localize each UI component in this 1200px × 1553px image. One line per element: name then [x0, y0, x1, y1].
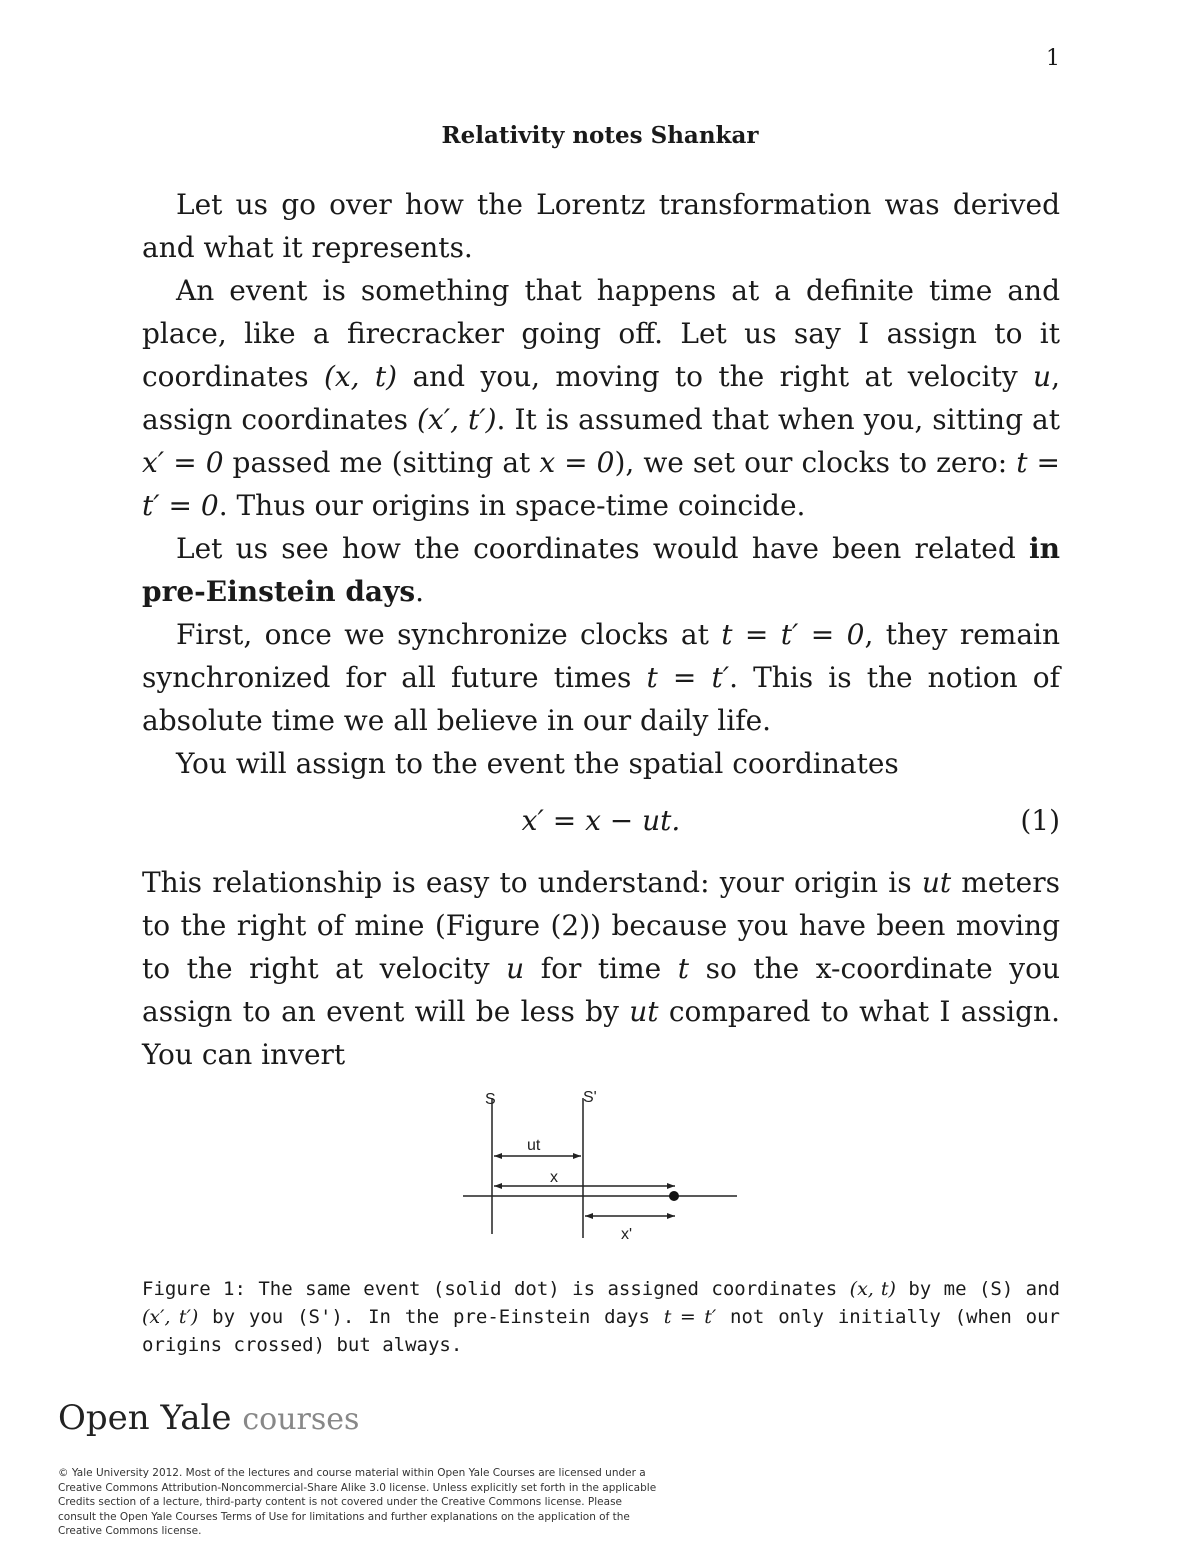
page-title: Relativity notes Shankar [441, 122, 759, 149]
open-yale-logo: Open Yale courses [58, 1398, 360, 1438]
math-t-zero: t = t′ = 0 [142, 446, 1060, 522]
figure-frames [455, 1082, 745, 1242]
math-xt: (x, t) [323, 360, 398, 393]
paragraph-3: Let us see how the coordinates would have been related in pre-Einstein days. [142, 532, 1060, 608]
page-number: 1 [1046, 46, 1060, 71]
paragraph-6: This relationship is easy to understand: your origin is ut meters to the right of mine (Figure (2)) because you have been moving to the right at velocity u for time t so the x-coordinate you assign to an event will be less by ut compared to what I assign. You can invert [142, 866, 1060, 1071]
label-ut: ut [527, 1137, 541, 1154]
math-xt-prime: (x′, t′) [417, 403, 497, 436]
label-s: S [485, 1091, 496, 1108]
paragraph-5: You will assign to the event the spatial coordinates [176, 747, 899, 780]
equation-1 [142, 785, 1060, 861]
label-x: x [550, 1169, 558, 1186]
paragraph-2: An event is something that happens at a definite time and place, like a firecracker going off. Let us say I assign to it coordinates (x, t) and you, moving to the right at velocity u, assign coordinates (x′, t′). It is assumed that when you, sitting at x′ = 0 passed me (sitting at x = 0), we set our clocks to zero: t = t′ = 0. Thus our origins in space-time coincide. [142, 274, 1060, 522]
bold-phrase: in pre-Einstein days [142, 532, 1060, 608]
figure-caption: Figure 1: The same event (solid dot) is assigned coordinates (x, t) by me (S) and (x′, t′) by you (S'). In the pre-Einstein days t = t′ not only initially (when our origins crossed) but always. [142, 1278, 1060, 1356]
math-xprime-zero: x′ = 0 [142, 446, 224, 479]
equation-number: (1) [1020, 804, 1060, 837]
body-text [142, 183, 1060, 1076]
label-s-prime: S' [583, 1089, 597, 1106]
equation-body: x′ = x − ut. [521, 804, 681, 837]
license-text: © Yale University 2012. Most of the lectures and course material within Open Yale Courses are licensed under a Creative Commons Attribution-Noncommercial-Share Alike 3.0 license. Unless explicitly set forth in the applicable Credits section of a lecture, third-party content is not covered under the Creative Commons license. Please consult the Open Yale Courses Terms of Use for limitations and further explanations on the application of the Creative Commons license. [58, 1467, 657, 1537]
math-x-zero: x = 0 [539, 446, 615, 479]
label-x-prime: x' [621, 1226, 633, 1242]
paragraph-1: Let us go over how the Lorentz transformation was derived and what it represents. [142, 188, 1060, 264]
paragraph-4: First, once we synchronize clocks at t = t′ = 0, they remain synchronized for all future times t = t′. This is the notion of absolute time we all believe in our daily life. [142, 618, 1060, 737]
math-u: u [1033, 360, 1052, 393]
event-dot [669, 1191, 679, 1201]
